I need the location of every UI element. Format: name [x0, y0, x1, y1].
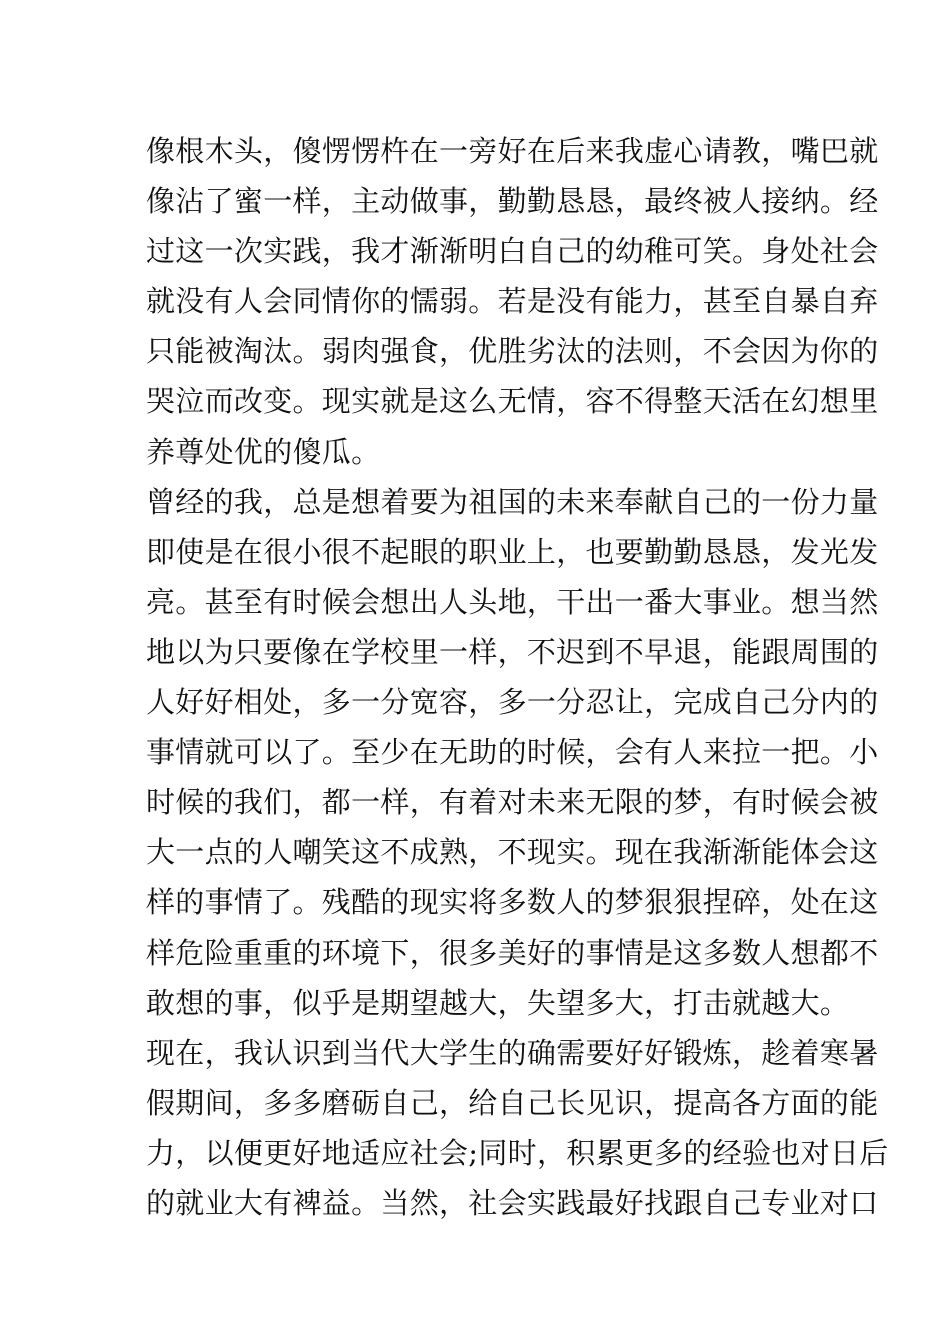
text-line: 敢想的事，似乎是期望越大，失望多大，打击就越大。 [146, 985, 850, 1020]
text-line: 只能被淘汰。弱肉强食，优胜劣汰的法则，不会因为你的 [146, 334, 879, 369]
text-line: 就没有人会同情你的懦弱。若是没有能力，甚至自暴自弃 [146, 284, 879, 319]
text-line: 过这一次实践，我才渐渐明白自己的幼稚可笑。身处社会 [146, 234, 879, 269]
text-line: 哭泣而改变。现实就是这么无情，容不得整天活在幻想里 [146, 384, 879, 419]
text-line: 养尊处优的傻瓜。 [146, 434, 381, 469]
text-line: 假期间，多多磨砺自己，给自己长见识，提高各方面的能 [146, 1085, 879, 1120]
text-line: 事情就可以了。至少在无助的时候，会有人来拉一把。小 [146, 735, 879, 770]
text-line: 地以为只要像在学校里一样，不迟到不早退，能跟周围的 [146, 634, 879, 669]
text-line: 像根木头，傻愣愣杵在一旁好在后来我虚心请教，嘴巴就 [146, 134, 879, 168]
text-line: 即使是在很小很不起眼的职业上，也要勤勤恳恳，发光发 [146, 534, 879, 569]
text-line: 时候的我们，都一样，有着对未来无限的梦，有时候会被 [146, 785, 879, 820]
text-line: 力，以便更好地适应社会;同时，积累更多的经验也对日后 [146, 1135, 889, 1170]
text-line: 现在，我认识到当代大学生的确需要好好锻炼，趁着寒暑 [146, 1035, 879, 1070]
text-line: 样的事情了。残酷的现实将多数人的梦狠狠捏碎，处在这 [146, 885, 879, 920]
text-line: 亮。甚至有时候会想出人头地，干出一番大事业。想当然 [146, 584, 879, 619]
text-line: 曾经的我，总是想着要为祖国的未来奉献自己的一份力量 [146, 484, 879, 519]
text-line: 大一点的人嘲笑这不成熟，不现实。现在我渐渐能体会这 [146, 835, 879, 870]
body-text [146, 126, 889, 1228]
text-line: 的就业大有裨益。当然，社会实践最好找跟自己专业对口 [146, 1185, 879, 1220]
text-line: 人好好相处，多一分宽容，多一分忍让，完成自己分内的 [146, 685, 879, 720]
text-line: 样危险重重的环境下，很多美好的事情是这多数人想都不 [146, 935, 879, 970]
text-line: 像沾了蜜一样，主动做事，勤勤恳恳，最终被人接纳。经 [146, 184, 879, 219]
